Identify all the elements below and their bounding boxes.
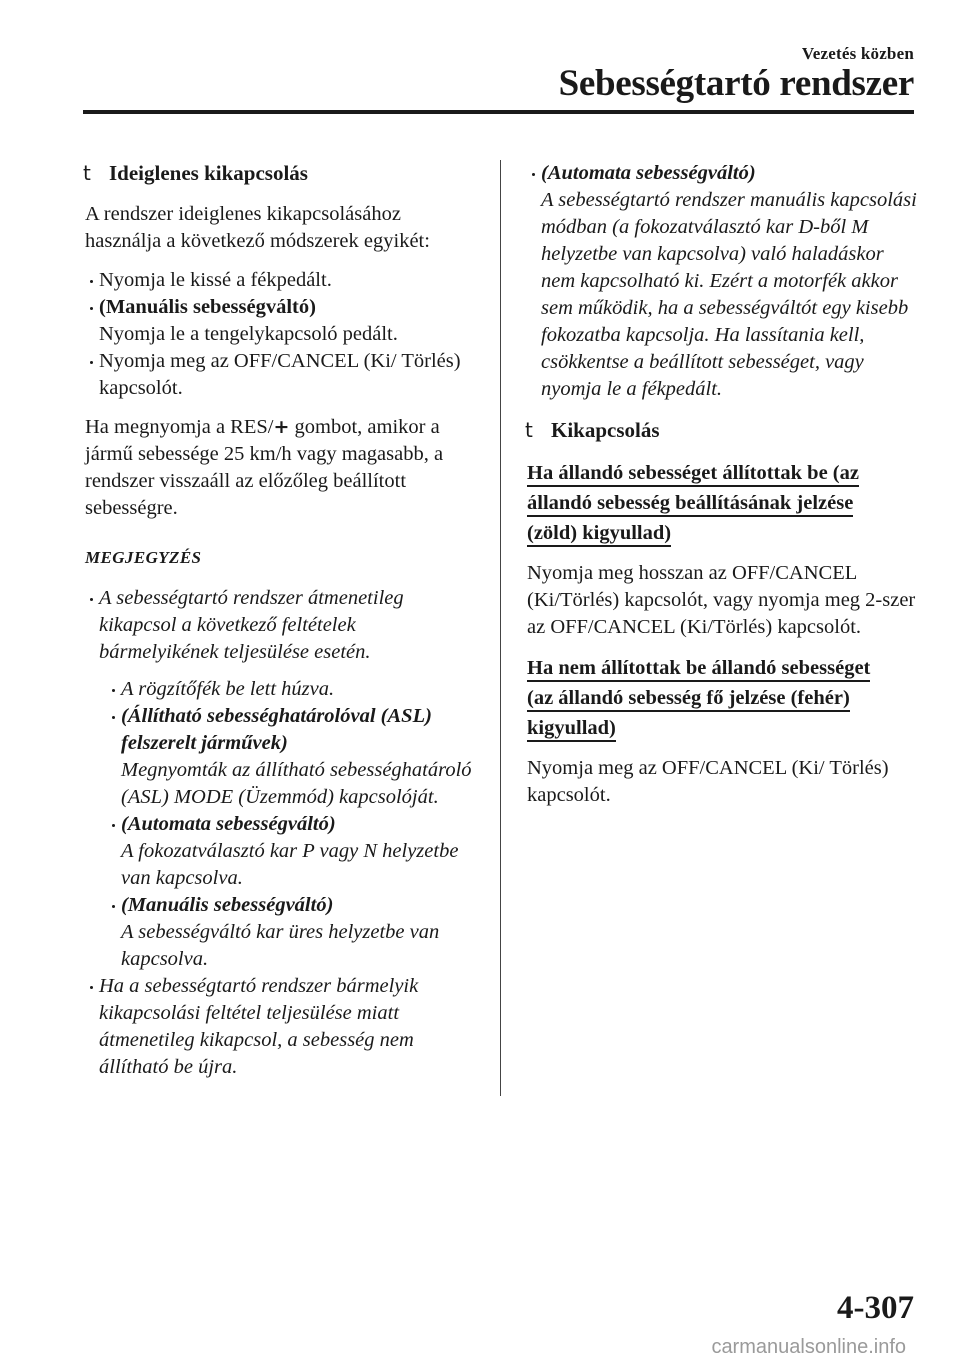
intro-paragraph: A rendszer ideiglenes kikapcsolásához használja a következő módszerek egyikét: <box>85 203 430 252</box>
item-text: Nyomja le a tengelykapcsoló pedált. <box>99 323 398 345</box>
list-item: A rögzítőfék be lett húzva. <box>107 676 480 703</box>
case-text-not-set: Nyomja meg az OFF/CANCEL (Ki/ Törlés) kapcsolót. <box>527 757 889 806</box>
res-text-after: gombot, amikor a jármű sebessége 25 km/h vagy magasabb, a rendszer visszaáll az előzőleg beállított sebességre. <box>85 416 444 519</box>
note-sublist <box>107 676 480 973</box>
list-item <box>107 811 480 892</box>
bullet-list <box>85 267 480 402</box>
item-text: A fokozatválasztó kar P vagy N helyzetbe van kapcsolva. <box>121 840 459 889</box>
section-heading-temporary <box>85 160 480 187</box>
item-bold: (Automata sebességváltó) <box>541 162 756 184</box>
left-column <box>85 160 480 1081</box>
list-item: Nyomja le kissé a fékpedált. <box>85 267 480 294</box>
heading-marker-icon: t <box>525 418 533 442</box>
case-heading-set: Ha állandó sebességet állítottak be (az állandó sebesség beállításának jelzése (zöld) kigyullad) <box>527 458 922 548</box>
case-heading-not-set: Ha nem állítottak be állandó sebességet (az állandó sebesség fő jelzése (fehér) kigyullad) <box>527 653 922 743</box>
column-divider <box>500 160 501 1096</box>
plus-icon: + <box>273 416 290 438</box>
heading-text: Ideiglenes kikapcsolás <box>109 161 308 185</box>
item-text: Megnyomták az állítható sebességhatároló (ASL) MODE (Üzemmód) kapcsolóját. <box>121 759 472 808</box>
heading-marker-icon: t <box>83 161 91 185</box>
section-heading-cancel <box>527 417 922 444</box>
page-number: 4-307 <box>837 1290 914 1326</box>
res-paragraph <box>85 414 480 522</box>
note-item: Ha a sebességtartó rendszer bármelyik kikapcsolási feltétel teljesülése miatt átmenetileg kikapcsol, a sebesség nem állítható be újra. <box>85 973 480 1081</box>
note-item: A sebességtartó rendszer átmenetileg kikapcsol a következő feltételek bármelyikének teljesülése esetén. <box>85 585 480 666</box>
right-column <box>527 160 922 821</box>
item-bold: (Állítható sebességhatárolóval (ASL) felszerelt járművek) <box>121 705 432 754</box>
list-item <box>85 294 480 348</box>
list-item <box>107 703 480 811</box>
res-text-before: Ha megnyomja a RES/ <box>85 416 274 438</box>
watermark: carmanualsonline.info <box>711 1336 906 1358</box>
page-title: Sebességtartó rendszer <box>558 63 914 104</box>
list-item: Nyomja meg az OFF/CANCEL (Ki/ Törlés) kapcsolót. <box>85 348 480 402</box>
item-bold: (Automata sebességváltó) <box>121 813 336 835</box>
note-item <box>527 160 922 403</box>
list-item <box>107 892 480 973</box>
item-bold: (Manuális sebességváltó) <box>121 894 334 916</box>
item-bold: (Manuális sebességváltó) <box>99 296 316 318</box>
header-section: Vezetés közben <box>801 44 914 63</box>
item-text: A sebességváltó kar üres helyzetbe van kapcsolva. <box>121 921 440 970</box>
case-text-set: Nyomja meg hosszan az OFF/CANCEL (Ki/Törlés) kapcsolót, vagy nyomja meg 2-szer az OFF/CANCEL (Ki/Törlés) kapcsolót. <box>527 562 916 638</box>
note-title: MEGJEGYZÉS <box>85 548 202 567</box>
heading-text: Kikapcsolás <box>551 418 660 442</box>
item-text: A sebességtartó rendszer manuális kapcsolási módban (a fokozatválasztó kar D-ből M helyzetbe van kapcsolva) való haladáskor nem kapcsolható ki. Ezért a motorfék akkor sem működik, ha a sebességváltót egy kisebb fokozatba kapcsolja. Ha lassítania kell, csökkentse a beállított sebességet, vagy nyomja le a fékpedált. <box>541 189 917 400</box>
header-rule <box>83 110 914 114</box>
